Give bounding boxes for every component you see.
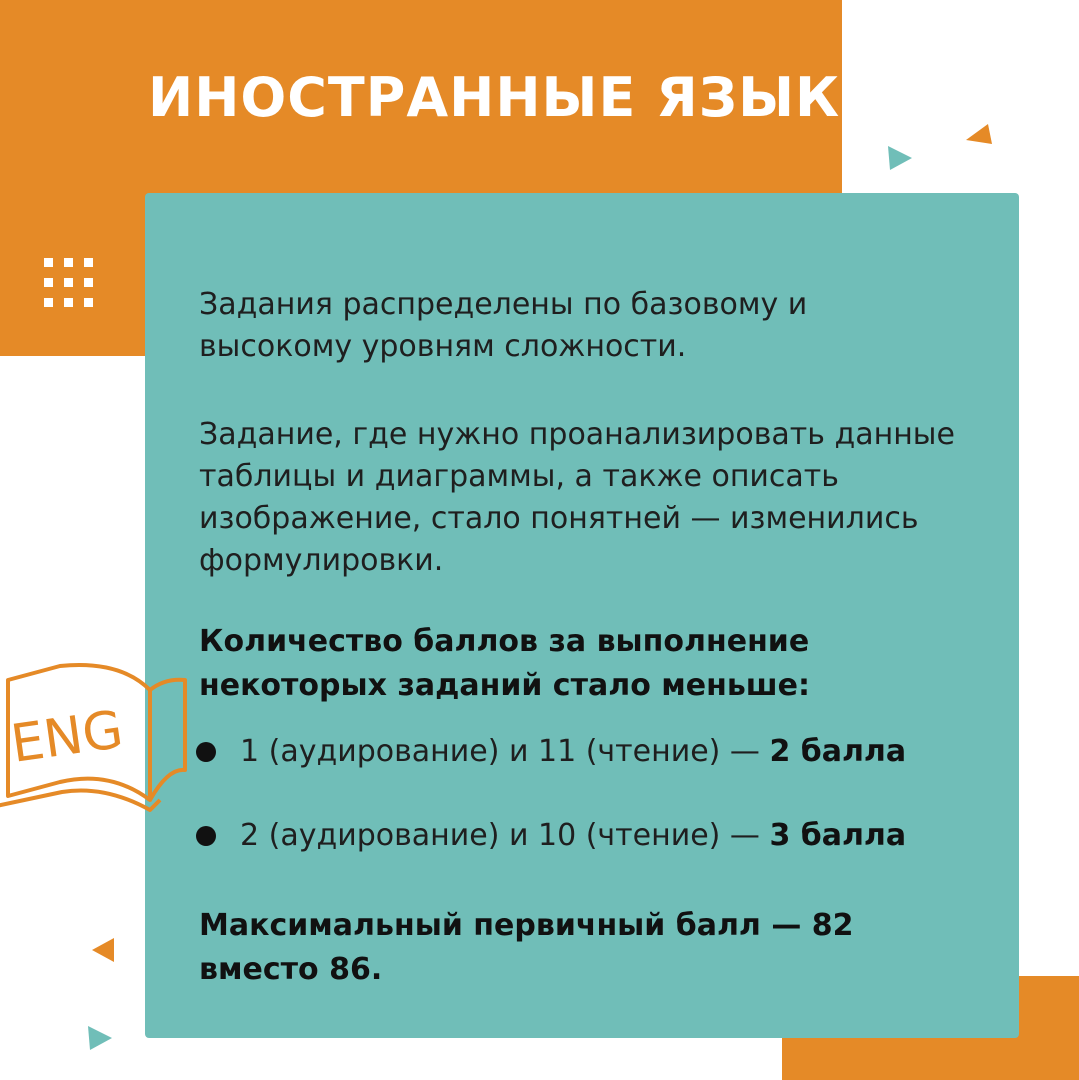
book-label: ENG	[7, 699, 127, 775]
list-item-points: 3 балла	[769, 818, 907, 853]
list-item	[196, 818, 906, 853]
bullet-icon	[196, 826, 216, 846]
open-book-icon	[0, 650, 200, 820]
list-item-points: 2 балла	[769, 734, 907, 769]
triangle-icon	[86, 1024, 114, 1052]
page-title: ИНОСТРАННЫЕ ЯЗЫКИ	[148, 66, 887, 129]
paragraph-wording: Задание, где нужно проанализировать данные таблицы и диаграммы, а также описать изображение, стало понятней — изменились формулировки.	[199, 417, 955, 578]
list-item-text: 1 (аудирование) и 11 (чтение) —	[240, 734, 760, 769]
list-item-text: 2 (аудирование) и 10 (чтение) —	[240, 818, 760, 853]
triangle-icon	[964, 120, 994, 146]
max-score-text: Максимальный первичный балл — 82 вместо 86.	[199, 908, 854, 987]
triangle-icon	[886, 144, 914, 172]
points-heading: Количество баллов за выполнение некоторых заданий стало меньше:	[199, 624, 811, 703]
dot-grid-icon	[44, 258, 100, 310]
paragraph-levels: Задания распределены по базовому и высокому уровням сложности.	[199, 287, 808, 364]
triangle-icon	[90, 936, 116, 964]
list-item	[196, 734, 906, 769]
